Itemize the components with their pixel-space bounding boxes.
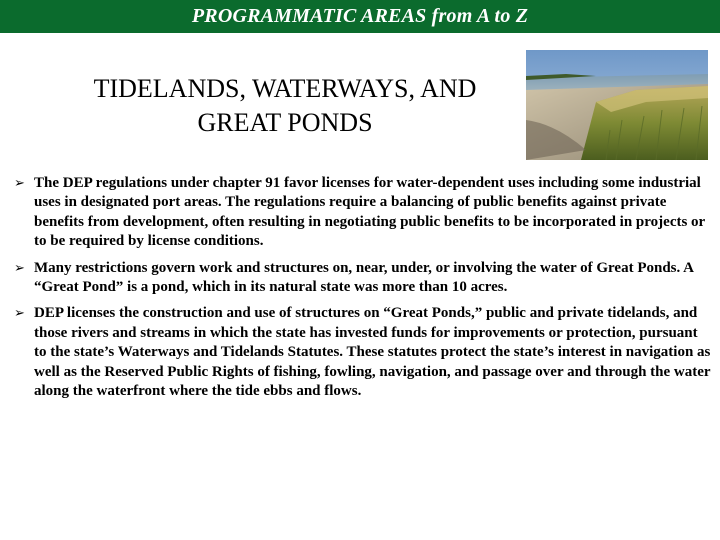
bullet-text: DEP licenses the construction and use of structures on “Great Ponds,” public and private tidelands, and those rivers and streams in which the state has invested funds for improvements or protection, pursuant to the state’s Waterways and Tidelands Statutes. These statutes protect the state’s interest in navigation as well as the Reserved Public Rights of fishing, fowling, navigation, and passage over and through the water along the waterfront where the tide ebbs and flows. — [34, 305, 711, 400]
bullet-item — [14, 304, 712, 401]
bullet-list — [14, 174, 712, 408]
bullet-item — [14, 259, 712, 298]
arrow-bullet-icon: ➢ — [14, 306, 25, 322]
bullet-text: The DEP regulations under chapter 91 favor licenses for water-dependent uses including some industrial uses in designated port areas. The regulations require a balancing of public benefits against private benefits from development, often resulting in negotiating public benefits to be incorporated in projects or to be required by license conditions. — [34, 175, 705, 250]
title-bar — [0, 0, 720, 33]
heading-line-1: TIDELANDS, WATERWAYS, AND — [93, 74, 477, 103]
heading-line-2: GREAT PONDS — [197, 108, 373, 137]
slide-heading — [40, 72, 530, 140]
arrow-bullet-icon: ➢ — [14, 176, 25, 191]
bullet-item — [14, 174, 712, 252]
beach-grass-photo — [526, 50, 708, 160]
arrow-bullet-icon: ➢ — [14, 260, 25, 276]
bullet-text: Many restrictions govern work and structures on, near, under, or involving the water of Great Ponds. A “Great Pond” is a pond, which in its natural state was more than 10 acres. — [34, 259, 694, 296]
shoreline-image — [526, 50, 708, 160]
slide-header-title: PROGRAMMATIC AREAS from A to Z — [191, 5, 529, 27]
